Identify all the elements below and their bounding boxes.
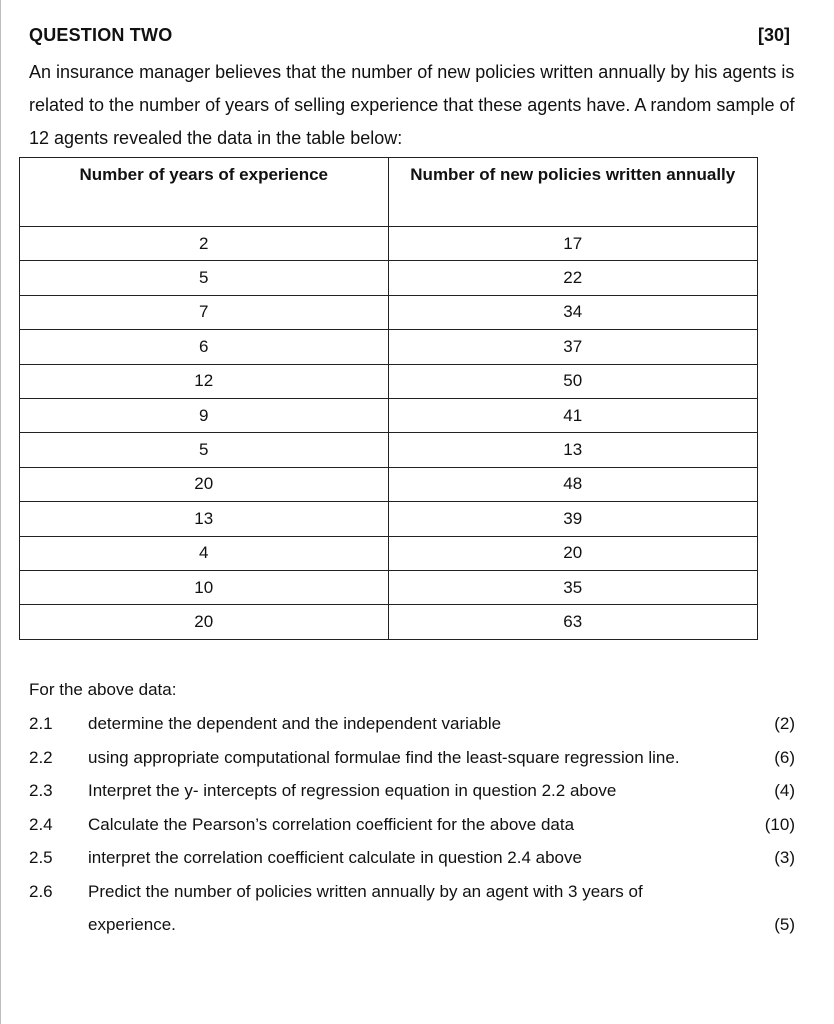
question-title: QUESTION TWO <box>29 25 173 45</box>
question-intro: An insurance manager believes that the number of new policies written annually by his agents is related to the number of years of selling experience that these agents have. A random sample of 12 agents revealed the data in the table below: <box>29 62 795 148</box>
task-number: 2.2 <box>29 747 53 767</box>
cell-years-experience: 13 <box>20 502 389 536</box>
task-text: Calculate the Pearson’s correlation coefficient for the above data <box>88 814 575 834</box>
table-row <box>20 570 758 604</box>
cell-new-policies: 63 <box>388 605 757 639</box>
task-item <box>29 707 795 741</box>
task-marks: (3) <box>774 848 795 867</box>
table-row <box>20 227 758 261</box>
cell-new-policies: 39 <box>388 502 757 536</box>
task-list <box>29 707 795 942</box>
cell-years-experience: 9 <box>20 398 389 432</box>
task-number: 2.3 <box>29 781 53 800</box>
table-row <box>20 433 758 467</box>
cell-new-policies: 34 <box>388 295 757 329</box>
table-row <box>20 295 758 329</box>
cell-new-policies: 20 <box>388 536 757 570</box>
table-row <box>20 536 758 570</box>
header-new-policies: Number of new policies written annually <box>388 158 757 227</box>
cell-years-experience: 12 <box>20 364 389 398</box>
task-number: 2.1 <box>29 714 53 733</box>
cell-new-policies: 35 <box>388 570 757 604</box>
task-text: interpret the correlation coefficient calculate in question 2.4 above <box>88 848 582 867</box>
cell-years-experience: 5 <box>20 261 389 295</box>
cell-new-policies: 41 <box>388 398 757 432</box>
task-text: determine the dependent and the independent variable <box>88 714 502 733</box>
cell-new-policies: 17 <box>388 227 757 261</box>
task-item <box>29 808 795 842</box>
task-marks: (6) <box>774 747 795 767</box>
cell-new-policies: 22 <box>388 261 757 295</box>
table-row <box>20 330 758 364</box>
data-table <box>19 157 758 640</box>
task-number: 2.6 <box>29 881 53 901</box>
task-marks: (4) <box>774 781 795 800</box>
table-row <box>20 364 758 398</box>
cell-years-experience: 6 <box>20 330 389 364</box>
question-total-marks: [30] <box>757 25 790 45</box>
task-text: Interpret the y- intercepts of regression equation in question 2.2 above <box>88 781 617 800</box>
cell-new-policies: 37 <box>388 330 757 364</box>
cell-new-policies: 13 <box>388 433 757 467</box>
page-left-border <box>0 0 1 1024</box>
task-item <box>29 841 795 875</box>
cell-years-experience: 5 <box>20 433 389 467</box>
cell-years-experience: 20 <box>20 605 389 639</box>
table-row <box>20 502 758 536</box>
header-years-experience: Number of years of experience <box>20 158 389 227</box>
task-number: 2.5 <box>29 848 53 867</box>
task-item <box>29 774 795 808</box>
task-number: 2.4 <box>29 814 53 834</box>
task-marks: (2) <box>774 714 795 733</box>
task-marks: (10) <box>764 814 795 834</box>
task-item <box>29 875 795 942</box>
cell-years-experience: 20 <box>20 467 389 501</box>
cell-years-experience: 2 <box>20 227 389 261</box>
cell-years-experience: 4 <box>20 536 389 570</box>
task-text: using appropriate computational formulae find the least-square regression line. <box>88 747 680 767</box>
table-row <box>20 467 758 501</box>
cell-years-experience: 7 <box>20 295 389 329</box>
table-row <box>20 605 758 639</box>
table-header-row <box>20 158 758 227</box>
task-item <box>29 741 795 775</box>
cell-new-policies: 48 <box>388 467 757 501</box>
tasks-lead: For the above data: <box>29 680 177 699</box>
table-body <box>20 227 758 640</box>
cell-new-policies: 50 <box>388 364 757 398</box>
task-text: Predict the number of policies written annually by an agent with 3 years of experience. <box>88 881 643 934</box>
table-row <box>20 398 758 432</box>
cell-years-experience: 10 <box>20 570 389 604</box>
table-row <box>20 261 758 295</box>
task-marks: (5) <box>774 915 795 934</box>
